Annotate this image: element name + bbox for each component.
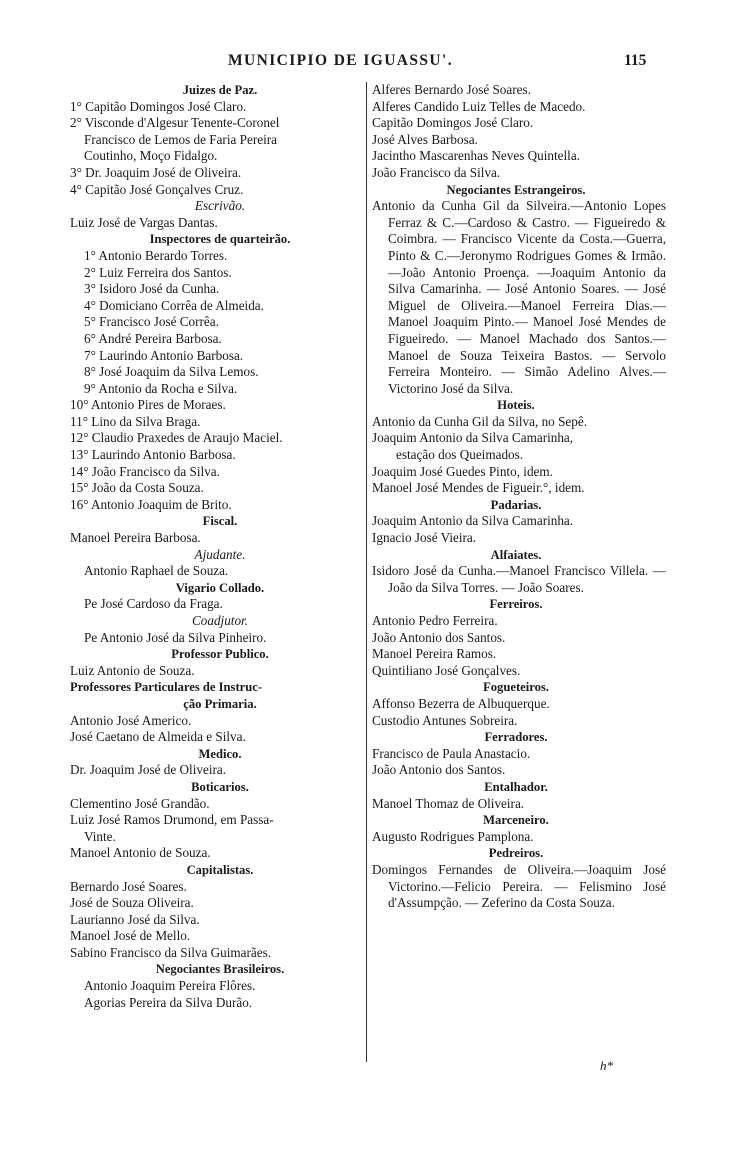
list-item: 10° Antonio Pires de Moraes. (70, 397, 226, 413)
list-item: 2° Luiz Ferreira dos Santos. (84, 264, 232, 280)
list-item: 6° André Pereira Barbosa. (84, 330, 222, 346)
list-item: Manoel Pereira Barbosa. (70, 530, 201, 546)
list-item: Joaquim Antonio da Silva Camarinha, (372, 430, 574, 446)
list-item: Vinte. (84, 828, 116, 844)
list-item: José Alves Barbosa. (372, 131, 478, 147)
list-item: Francisco de Lemos de Faria Pereira (84, 131, 277, 147)
list-item: Clementino José Grandão. (70, 795, 210, 811)
list-item: 2° Visconde d'Algesur Tenente-Coronel (70, 115, 280, 131)
list-item: Quintiliano José Gonçalves. (372, 662, 521, 678)
list-item: 4° Domiciano Corrêa de Almeida. (84, 297, 264, 313)
section-heading-coadjutor: Coadjutor. (191, 613, 249, 628)
list-item: 15° João da Costa Souza. (70, 480, 204, 496)
list-item: 7° Laurindo Antonio Barbosa. (84, 347, 244, 363)
right-column (366, 82, 666, 912)
section-heading-ajudante: Ajudante. (194, 546, 246, 562)
section-heading-marceneiro: Marceneiro. (483, 813, 549, 828)
list-item: 12° Claudio Praxedes de Araujo Maciel. (70, 430, 283, 446)
list-item: Affonso Bezerra de Albuquerque. (372, 695, 550, 711)
list-item: 1° Capitão Domingos José Claro. (70, 98, 247, 114)
section-heading-neg-estrangeiros: Negociantes Estrangeiros. (446, 182, 586, 197)
section-heading-neg-brasileiros: Negociantes Brasileiros. (155, 962, 285, 977)
list-item: João Antonio dos Santos. (372, 629, 506, 645)
list-item: Sabino Francisco da Silva Guimarães. (70, 944, 272, 960)
list-item: Antonio Joaquim Pereira Flôres. (84, 978, 256, 994)
list-item: Alferes Bernardo José Soares. (372, 82, 531, 97)
section-heading-boticarios: Boticarios. (191, 779, 249, 794)
list-item: Pe José Cardoso da Fraga. (84, 596, 223, 612)
list-item: Alferes Candido Luiz Telles de Macedo. (372, 98, 586, 114)
section-heading-fogueteiros: Fogueteiros. (483, 680, 549, 695)
list-item: 8° José Joaquim da Silva Lemos. (84, 364, 259, 380)
list-item: Manoel José de Mello. (70, 928, 191, 944)
list-item: 16° Antonio Joaquim de Brito. (70, 496, 232, 512)
section-heading-medico: Medico. (198, 746, 242, 761)
section-heading-ferradores: Ferradores. (484, 730, 548, 745)
list-item: Antonio Raphael de Souza. (84, 563, 229, 579)
list-item: 3° Dr. Joaquim José de Oliveira. (70, 164, 242, 180)
list-item: Bernardo José Soares. (70, 878, 187, 894)
section-heading-professores-cont: ção Primaria. (183, 696, 257, 711)
list-item: Francisco de Paula Anastacio. (372, 745, 531, 761)
list-item: Luiz José de Vargas Dantas. (70, 214, 218, 230)
list-item: Laurianno José da Silva. (70, 911, 200, 927)
list-item: Coutinho, Moço Fidalgo. (84, 148, 218, 164)
section-heading-padarias: Padarias. (490, 497, 542, 512)
list-item: Augusto Rodrigues Pamplona. (372, 828, 534, 844)
section-heading-vigario: Vigario Collado. (175, 580, 265, 595)
section-heading-capitalistas: Capitalistas. (186, 862, 254, 877)
list-item: João Antonio dos Santos. (372, 762, 506, 778)
list-item: Manoel José Mendes de Figueir.°, idem. (372, 480, 585, 496)
page-header (0, 52, 736, 74)
list-item: 13° Laurindo Antonio Barbosa. (70, 447, 236, 463)
list-item: José Caetano de Almeida e Silva. (70, 729, 246, 745)
list-item: Manoel Thomaz de Oliveira. (372, 795, 525, 811)
list-item: Dr. Joaquim José de Oliveira. (70, 762, 227, 778)
section-heading-pedreiros: Pedreiros. (488, 846, 544, 861)
section-heading-professores: Professores Particulares de Instruc- (70, 680, 263, 695)
list-item: Manoel Antonio de Souza. (70, 845, 211, 861)
list-item: 1° Antonio Berardo Torres. (84, 247, 228, 263)
list-item: Joaquim Antonio da Silva Camarinha. (372, 513, 574, 529)
section-heading-juizes: Juizes de Paz. (182, 83, 258, 97)
list-item: 5° Francisco José Corrêa. (84, 314, 219, 330)
list-item: estação dos Queimados. (396, 447, 524, 463)
left-column (70, 82, 370, 1011)
page-number: 115 (624, 52, 647, 69)
paragraph-alfaiates: Isidoro José da Cunha.—Manoel Francisco Villela. — João da Silva Torres. — João Soares. (372, 563, 666, 595)
list-item: 4° Capitão José Gonçalves Cruz. (70, 181, 244, 197)
section-heading-alfaiates: Alfaiates. (490, 547, 542, 562)
paragraph-pedreiros: Domingos Fernandes de Oliveira.—Joaquim José Victorino.—Felicio Pereira. — Felismino José d'Assumpção. — Zeferino da Costa Souza. (372, 861, 666, 911)
page-title: MUNICIPIO DE IGUASSU'. (228, 52, 454, 69)
list-item: 11° Lino da Silva Braga. (70, 413, 201, 429)
section-heading-escrivao: Escrivão. (194, 198, 246, 214)
list-item: Luiz Antonio de Souza. (70, 662, 195, 678)
section-heading-inspectores: Inspectores de quarteirão. (149, 232, 291, 247)
list-item: Joaquim José Guedes Pinto, idem. (372, 463, 553, 479)
list-item: Luiz José Ramos Drumond, em Passa- (70, 812, 274, 828)
section-heading-entalhador: Entalhador. (484, 779, 548, 794)
list-item: Capitão Domingos José Claro. (372, 115, 534, 131)
list-item: Ignacio José Vieira. (372, 530, 477, 546)
section-heading-ferreiros: Ferreiros. (489, 597, 543, 612)
section-heading-professor: Professor Publico. (171, 647, 269, 662)
section-heading-hoteis: Hoteis. (497, 398, 535, 413)
list-item: João Francisco da Silva. (372, 164, 501, 180)
list-item: 14° João Francisco da Silva. (70, 463, 220, 479)
list-item: 3° Isidoro José da Cunha. (84, 281, 220, 297)
list-item: Agorias Pereira da Silva Durão. (84, 994, 253, 1010)
list-item: Manoel Pereira Ramos. (372, 646, 497, 662)
paragraph-neg-estrangeiros: Antonio da Cunha Gil da Silveira.—Antonio Lopes Ferraz & C.—Cardoso & Castro. — Figueiredo & Coimbra. — Francisco Vicente da Costa.—Guerra, Pinto & C.—Jeronymo Rodrigues Gomes & Irmão.—João Antonio Proença. —Joaquim Antonio da Silva Camarinha. — José Antonio Soares. — José Miguel de Oliveira.—Manoel Ferreira Dias.— Manoel Joaquim Pinto.— Manoel José Mendes de Figueiredo. — Manoel Machado dos Santos.—Manoel de Souza Teixeira Bastos. — Servolo Ferreira Monteiro. — Simão Adelino Alves.— Victorino José da Silva. (372, 198, 666, 396)
list-item: Antonio Pedro Ferreira. (372, 613, 498, 628)
section-heading-fiscal: Fiscal. (202, 514, 238, 529)
list-item: Antonio José Americo. (70, 712, 192, 728)
signature-mark: h* (600, 1058, 613, 1073)
list-item: Jacintho Mascarenhas Neves Quintella. (372, 148, 580, 164)
list-item: Custodio Antunes Sobreira. (372, 712, 518, 728)
list-item: Antonio da Cunha Gil da Silva, no Sepê. (372, 413, 588, 429)
list-item: 9° Antonio da Rocha e Silva. (84, 380, 238, 396)
list-item: Pe Antonio José da Silva Pinheiro. (84, 629, 267, 645)
list-item: José de Souza Oliveira. (70, 895, 194, 911)
